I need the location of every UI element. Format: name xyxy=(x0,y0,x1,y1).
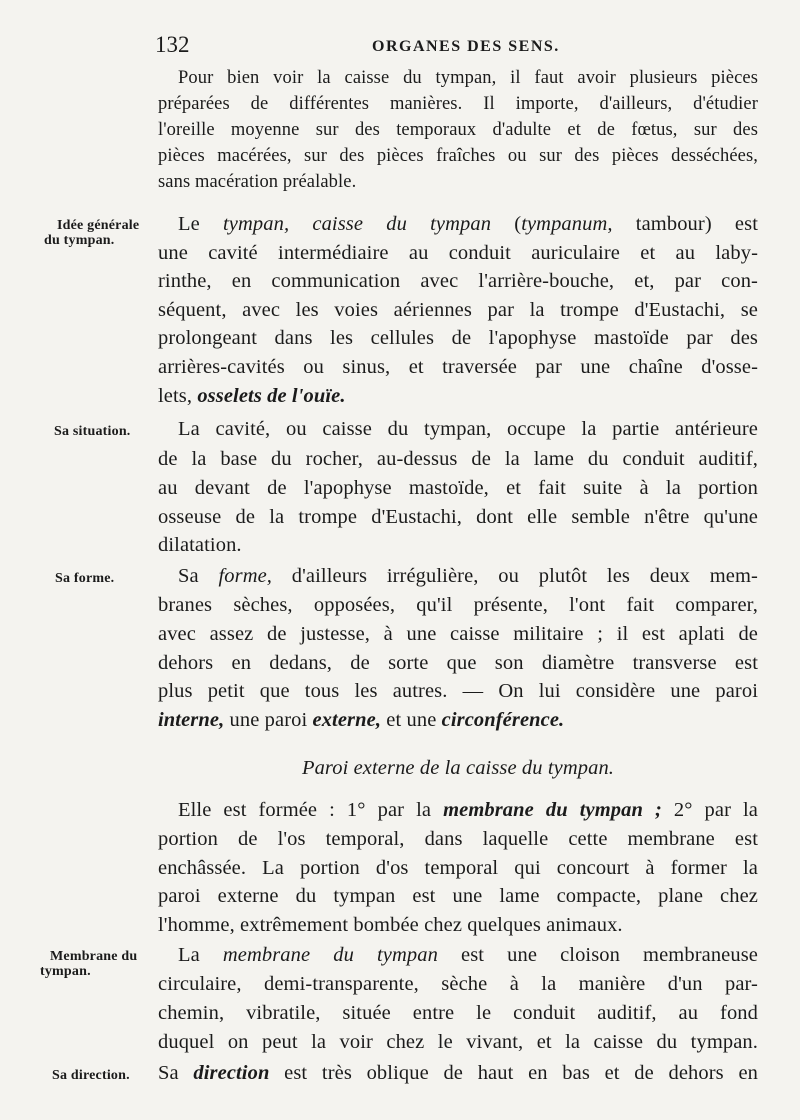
text-line: l'oreille moyenne sur des temporaux d'adulte et de fœtus, sur des xyxy=(158,120,758,140)
margin-note-idee-2: du tympan. xyxy=(44,233,115,248)
text-line: séquent, avec les voies aériennes par la trompe d'Eustachi, se xyxy=(158,299,758,321)
running-title: ORGANES DES SENS. xyxy=(372,38,560,55)
margin-note-membrane-2: tympan. xyxy=(40,964,91,979)
text-line: pièces macérées, sur des pièces fraîches ou sur des pièces desséchées, xyxy=(158,146,758,166)
text-line: osseuse de la trompe d'Eustachi, dont elle semble n'être qu'une xyxy=(158,506,758,528)
text-line: dehors en dedans, de sorte que son diamètre transverse est xyxy=(158,652,758,674)
text-line: enchâssée. La portion d'os temporal qui concourt à former la xyxy=(158,857,758,879)
page-header xyxy=(0,30,800,60)
text-line: prolongeant dans les cellules de l'apophyse mastoïde par des xyxy=(158,327,758,349)
margin-note-idee-1: Idée générale xyxy=(57,218,140,233)
margin-note-forme: Sa forme. xyxy=(55,571,115,586)
text-line: paroi externe du tympan est une lame compacte, plane chez xyxy=(158,885,758,907)
text-line: l'homme, extrêmement bombée chez quelques animaux. xyxy=(158,914,623,936)
text-line: préparées de différentes manières. Il importe, d'ailleurs, d'étudier xyxy=(158,94,758,114)
text-line: sans macération préalable. xyxy=(158,172,357,192)
text-line: La membrane du tympan est une cloison membraneuse xyxy=(178,944,759,966)
section-heading: Paroi externe de la caisse du tympan. xyxy=(301,757,615,779)
margin-note-membrane-1: Membrane du xyxy=(50,949,138,964)
text-line: arrières-cavités ou sinus, et traversée par une chaîne d'osse- xyxy=(158,356,758,378)
text-line: plus petit que tous les autres. — On lui considère une paroi xyxy=(158,680,758,702)
margin-note-situation: Sa situation. xyxy=(54,424,131,439)
page-number: 132 xyxy=(155,32,190,57)
text-line: rinthe, en communication avec l'arrière-bouche, et, par con- xyxy=(158,270,758,292)
text-line: circulaire, demi-transparente, sèche à la manière d'un par- xyxy=(158,973,758,995)
text-line: une cavité intermédiaire au conduit auriculaire et au laby- xyxy=(158,242,758,264)
text-line: chemin, vibratile, située entre le conduit auditif, au fond xyxy=(158,1002,758,1024)
text-line: La cavité, ou caisse du tympan, occupe la partie antérieure xyxy=(178,418,758,440)
text-line: interne, une paroi externe, et une circonférence. xyxy=(158,709,565,731)
margin-note-direction: Sa direction. xyxy=(52,1068,130,1083)
text-line: Le tympan, caisse du tympan (tympanum, tambour) est xyxy=(178,213,759,235)
text-line: Pour bien voir la caisse du tympan, il faut avoir plusieurs pièces xyxy=(178,68,758,88)
text-line: Sa direction est très oblique de haut en bas et de dehors en xyxy=(158,1062,758,1084)
text-line: Elle est formée : 1° par la membrane du tympan ; 2° par la xyxy=(178,799,759,821)
text-line: duquel on peut la voir chez le vivant, et la caisse du tympan. xyxy=(158,1031,758,1053)
text-line: Sa forme, d'ailleurs irrégulière, ou plutôt les deux mem- xyxy=(178,565,758,587)
text-line: au devant de l'apophyse mastoïde, et fait suite à la portion xyxy=(158,477,758,499)
text-line: de la base du rocher, au-dessus de la lame du conduit auditif, xyxy=(158,448,758,470)
text-line: portion de l'os temporal, dans laquelle cette membrane est xyxy=(158,828,758,850)
text-line: lets, osselets de l'ouïe. xyxy=(158,385,346,407)
text-line: avec assez de justesse, à une caisse militaire ; il est aplati de xyxy=(158,623,758,645)
text-line: dilatation. xyxy=(158,534,242,556)
text-line: branes sèches, opposées, qu'il présente, l'ont fait comparer, xyxy=(158,594,758,616)
